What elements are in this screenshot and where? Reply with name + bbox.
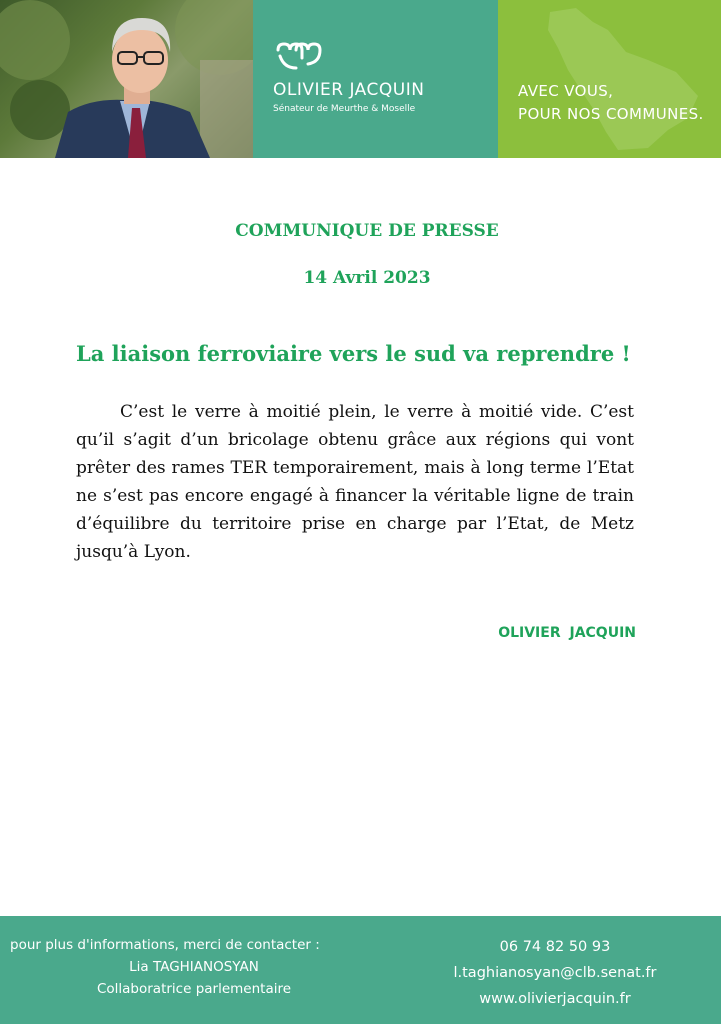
footer-details [430, 934, 680, 1012]
department-map-icon [498, 0, 721, 158]
body-paragraph: C’est le verre à moitié plein, le verre à moitié vide. C’est qu’il s’agit d’un bricolage obtenu grâce aux régions qui vont prêter des rames TER temporairement, mais à long terme l’Etat ne s’est pas encore engagé à financer la véritable ligne de train d’équilibre du territoire prise en charge par l’Etat, de Metz jusqu’à Lyon. [76, 402, 634, 562]
footer-contact [10, 934, 370, 1000]
slogan-line-1: AVEC VOUS, [518, 82, 614, 100]
slogan-panel [498, 0, 721, 158]
brand-name: OLIVIER JACQUIN [273, 80, 425, 100]
header-banner [0, 0, 721, 158]
senator-photo [0, 0, 253, 158]
brand-panel [253, 0, 498, 158]
slogan-text [518, 80, 704, 126]
headline: La liaison ferroviaire vers le sud va reprendre ! [76, 341, 631, 366]
brand-subtitle: Sénateur de Meurthe & Moselle [273, 104, 416, 114]
signature: OLIVIER JACQUIN [498, 625, 636, 641]
slogan-line-2: POUR NOS COMMUNES. [518, 105, 704, 123]
press-release-label: COMMUNIQUE DE PRESSE [235, 221, 499, 241]
contact-intro: pour plus d'informations, merci de contacter : [10, 937, 320, 953]
contact-name: Lia TAGHIANOSYAN [129, 959, 259, 975]
phone-number: 06 74 82 50 93 [499, 939, 611, 955]
logo-icon [274, 40, 322, 72]
website-link[interactable]: www.olivierjacquin.fr [479, 991, 631, 1007]
email-link[interactable]: l.taghianosyan@clb.senat.fr [453, 965, 657, 981]
release-date: 14 Avril 2023 [303, 268, 431, 288]
contact-role: Collaboratrice parlementaire [96, 981, 292, 997]
